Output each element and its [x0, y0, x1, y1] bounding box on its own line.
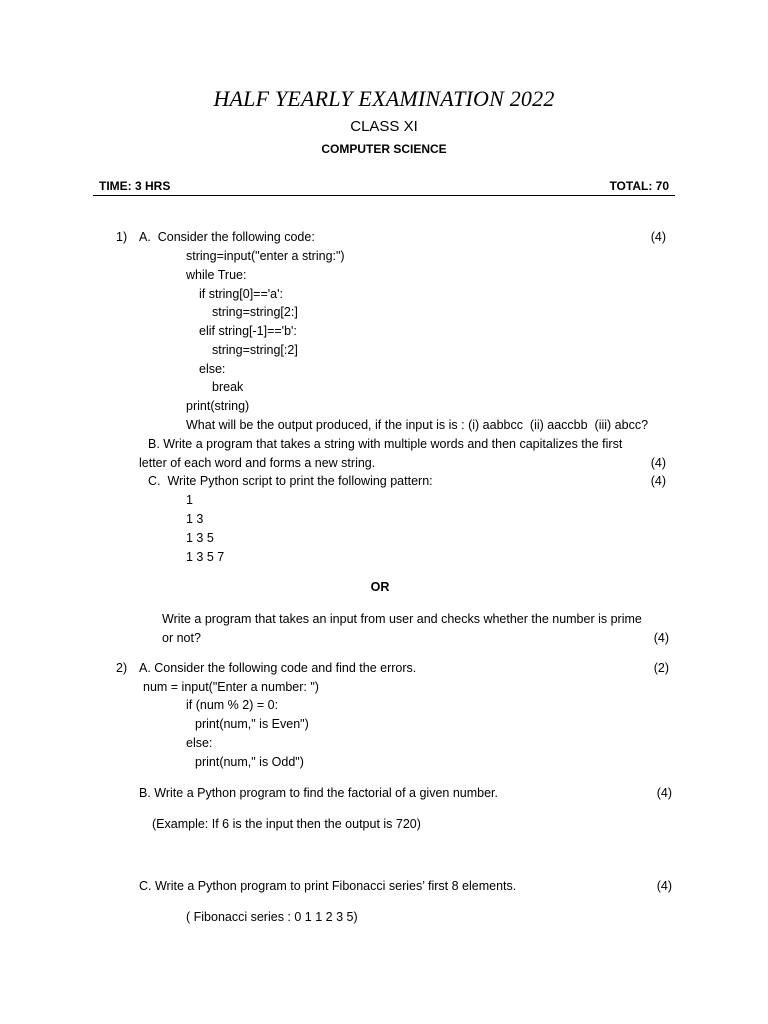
code-line: string=string[2:] [212, 305, 298, 319]
question-2a-intro: A. Consider the following code and find the errors. [139, 661, 417, 675]
or-separator: OR [370, 580, 390, 594]
question-1a-marks: (4) [650, 230, 666, 244]
question-1a-question: What will be the output produced, if the input is is : (i) aabbcc (ii) aaccbb (iii) abcc? [186, 418, 649, 432]
time-label: TIME: 3 HRS [99, 179, 171, 193]
question-1-alt-line-2: or not? [162, 631, 201, 645]
question-2c-marks: (4) [656, 879, 672, 893]
code-line: if string[0]=='a': [199, 287, 283, 301]
code-line: string=input("enter a string:") [186, 249, 345, 263]
class-label: CLASS XI [350, 118, 418, 135]
code-line: else: [186, 736, 213, 750]
question-1-number: 1) [116, 230, 128, 244]
code-line: num = input("Enter a number: ") [143, 680, 319, 694]
pattern-line: 1 [186, 493, 193, 507]
exam-title: HALF YEARLY EXAMINATION 2022 [213, 86, 555, 111]
question-2b-text: B. Write a Python program to find the factorial of a given number. [139, 786, 498, 800]
code-line: elif string[-1]=='b': [199, 324, 297, 338]
code-line: if (num % 2) = 0: [186, 698, 279, 712]
code-line: else: [199, 362, 226, 376]
question-1-alt-marks: (4) [653, 631, 669, 645]
code-line: string=string[:2] [212, 343, 298, 357]
question-1b-marks: (4) [650, 456, 666, 470]
code-line: while True: [186, 268, 247, 282]
question-1a-intro: A. Consider the following code: [139, 230, 315, 244]
question-2c-example: ( Fibonacci series : 0 1 1 2 3 5) [186, 910, 358, 924]
header-divider [93, 195, 675, 196]
question-1b-line-2: letter of each word and forms a new string. [139, 456, 376, 470]
code-line: print(string) [186, 399, 250, 413]
code-line: print(num," is Odd") [195, 755, 304, 769]
question-2-number: 2) [116, 661, 128, 675]
subject-label: COMPUTER SCIENCE [321, 142, 447, 156]
question-1c-marks: (4) [650, 474, 666, 488]
question-1-alt-line-1: Write a program that takes an input from user and checks whether the number is prime [162, 612, 642, 626]
question-1b-line-1: B. Write a program that takes a string with multiple words and then capitalizes the first [148, 437, 623, 451]
code-line: break [212, 380, 244, 394]
question-2a-marks: (2) [653, 661, 669, 675]
question-2b-marks: (4) [656, 786, 672, 800]
pattern-line: 1 3 [186, 512, 204, 526]
pattern-line: 1 3 5 [186, 531, 214, 545]
total-marks-label: TOTAL: 70 [609, 179, 669, 193]
pattern-line: 1 3 5 7 [186, 550, 225, 564]
code-line: print(num," is Even") [195, 717, 309, 731]
question-2c-text: C. Write a Python program to print Fibonacci series’ first 8 elements. [139, 879, 517, 893]
question-1c-text: C. Write Python script to print the following pattern: [148, 474, 433, 488]
question-2b-example: (Example: If 6 is the input then the output is 720) [152, 817, 421, 831]
